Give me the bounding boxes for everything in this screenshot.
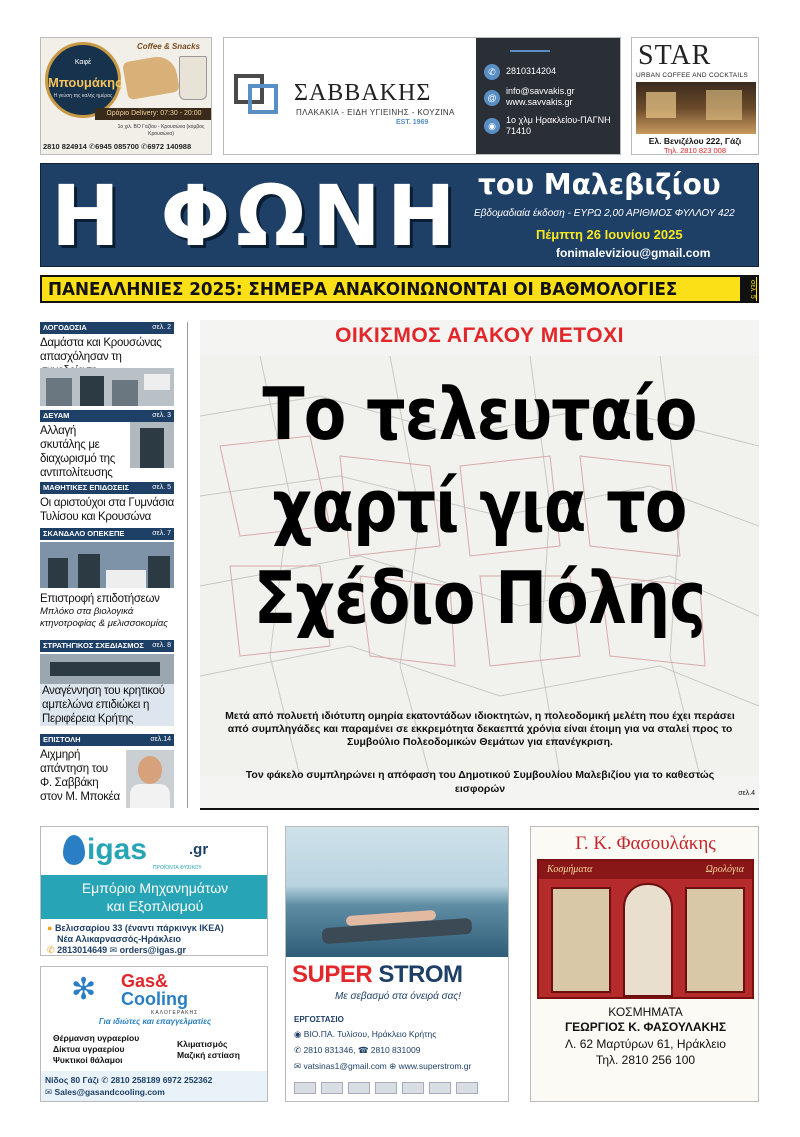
section-label: ΣΚΑΝΔΑΛΟ ΟΠΕΚΕΠΕ [43, 529, 125, 538]
savvakis-address-1: 1ο χλμ Ηρακλείου-ΠΑΓΝΗ [506, 115, 611, 125]
gas-service: Δίκτυα υγραερίου [53, 1044, 125, 1054]
location-pin-icon: ◉ [484, 118, 500, 134]
shop-sign: Κοσμήματα Ωρολόγια [539, 861, 752, 879]
story-kicker: ΟΙΚΙΣΜΟΣ ΑΓΑΚΟΥ ΜΕΤΟΧΙ [335, 324, 624, 347]
section-header [40, 640, 174, 652]
star-phone: Τηλ. 2810 823 008 [664, 146, 726, 155]
coffee-cup-image [179, 56, 207, 100]
section-page: σελ. 8 [152, 642, 171, 649]
ad-star-coffee[interactable] [631, 37, 759, 155]
savvakis-web[interactable]: www.savvakis.gr [506, 97, 573, 107]
section-label: ΔΕΥΑΜ [43, 411, 70, 420]
left-news-column [40, 322, 174, 808]
coffee-brand-small: Καφέ [74, 59, 92, 66]
ad-fasoulakis-jewelry[interactable] [530, 826, 759, 1102]
superstrom-label: ΕΡΓΟΣΤΑΣΙΟ [294, 1015, 344, 1024]
news-thumbnail [40, 542, 174, 588]
gas-name-2: Cooling [121, 989, 188, 1009]
section-header [40, 410, 174, 422]
superstrom-address: ◉ ΒΙΟ.ΠΑ. Τυλίσου, Ηράκλειο Κρήτης [294, 1029, 437, 1039]
igas-address-1: ● Βελισσαρίου 33 (έναντι πάρκινγκ ΙΚΕΑ) [47, 923, 224, 933]
igas-line-1: Εμπόριο Μηχανημάτων [81, 880, 229, 896]
banner-headline: ΠΑΝΕΛΛΗΝΙΕΣ 2025: ΣΗΜΕΡΑ ΑΝΑΚΟΙΝΩΝΟΝΤΑΙ ΟΙ ΒΑΘΜΟΛΟΓΙΕΣ [48, 279, 678, 300]
ad-coffee-snacks[interactable] [40, 37, 212, 155]
snowflake-flame-icon: ✻ [71, 973, 97, 1006]
section-page: σελ.14 [150, 736, 171, 743]
news-item-title[interactable]: Αλλαγή σκυτάλης με διαχωρισμό της αντιπολίτευσης [40, 425, 116, 479]
gas-slogan: Για ιδιώτες και επαγγελματίες [98, 1017, 212, 1026]
tuv-icon [348, 1082, 370, 1094]
headline-line: Σχέδιο Πόλης [253, 556, 706, 640]
igas-contact: ✆ 2813014649 ✉ orders@igas.gr [47, 945, 186, 955]
headline-line: χαρτί για το [272, 464, 687, 548]
section-page: σελ. 7 [152, 530, 171, 537]
section-header [40, 482, 174, 494]
section-header [40, 322, 174, 334]
certification-logos [294, 1081, 502, 1097]
news-item-title[interactable]: Αιχμηρή απάντηση του Φ. Σαββάκη στον Μ. Μποκέα [40, 749, 120, 803]
story-bottom-rule [200, 808, 759, 810]
story-deck: Τον φάκελο συμπληρώνει η απόφαση του Δημοτικού Συμβουλίου Μαλεβιζίου για το καθεστώς εισφορών [245, 769, 715, 795]
ad-superstrom[interactable] [285, 826, 509, 1102]
coffee-hours: Ωράριο Delivery: 07:30 - 20:00 [95, 108, 212, 120]
gas-service: Μαζική εστίαση [177, 1050, 240, 1060]
fasoulakis-line-2: ΓΕΩΡΓΙΟΣ Κ. ΦΑΣΟΥΛΑΚΗΣ [564, 1020, 727, 1034]
headline-banner[interactable] [40, 275, 759, 303]
masthead [40, 163, 759, 267]
cert-icon [429, 1082, 451, 1094]
edition-info: Εβδομαδιαία έκδοση - ΕΥΡΩ 2,00 ΑΡΙΘΜΟΣ ΦΥΛΛΟΥ 422 [474, 208, 735, 219]
news-item-title[interactable]: Οι αριστούχοι στα Γυμνάσια Τυλίσου και Κρουσώνα [40, 497, 174, 523]
coffee-category: Coffee & Snacks [137, 42, 200, 51]
shop-door [623, 883, 673, 997]
cert-icon [456, 1082, 478, 1094]
section-label: ΣΤΡΑΤΗΓΙΚΟΣ ΣΧΕΔΙΑΣΜΟΣ [43, 641, 144, 650]
news-item-title[interactable]: Επιστροφή επιδοτήσεων [40, 593, 160, 605]
news-item-title[interactable]: Αναγέννηση του κρητικού αμπελώνα επιδιώκει η Περιφέρεια Κρήτης [40, 684, 174, 726]
savvakis-tagline: ΠΛΑΚΑΚΙΑ - ΕΙΔΗ ΥΓΙΕΙΝΗΣ - ΚΟΥΖΙΝΑ [296, 108, 455, 117]
greek-flag-icon [294, 1082, 316, 1094]
igas-logo: igas [87, 833, 148, 866]
column-divider [187, 322, 188, 808]
coffee-address: 1ο χιλ. ΒΟ Γαζίου - Κρουσώνα (κόμβος Κρουσώνα) [117, 124, 205, 137]
fasoulakis-title: Γ. Κ. Φασουλάκης [575, 833, 716, 854]
superstrom-slogan: Με σεβασμό στα όνειρά σας! [334, 991, 462, 1002]
issue-date: Πέμπτη 26 Ιουνίου 2025 [536, 227, 683, 242]
gas-flame-icon [63, 835, 85, 865]
savvakis-est: EST. 1969 [396, 119, 429, 126]
savvakis-contact-panel [476, 38, 621, 155]
ad-gas-cooling[interactable] [40, 966, 268, 1102]
story-headline [239, 368, 720, 644]
star-address: Ελ. Βενιζέλου 222, Γάζι [648, 136, 742, 146]
shop-window [551, 887, 611, 993]
gas-name-1: Gas& [121, 971, 169, 991]
savvakis-phone[interactable]: 2810314204 [506, 66, 557, 76]
star-storefront-photo [636, 82, 756, 134]
section-header [40, 734, 174, 746]
cert-icon [402, 1082, 424, 1094]
gas-phones: Νίδος 80 Γάζι ✆ 2810 258189 6972 252362 [45, 1075, 213, 1085]
section-label: ΜΑΘΗΤΙΚΕΣ ΕΠΙΔΟΣΕΙΣ [43, 483, 129, 492]
section-page: σελ. 5 [152, 484, 171, 491]
coffee-brand-tag: Η γεύση της καλής ημέρας [53, 93, 113, 99]
gas-service: Κλιματισμός [177, 1039, 228, 1049]
fasoulakis-line-4: Τηλ. 2810 256 100 [595, 1053, 696, 1067]
news-thumbnail [40, 654, 174, 684]
story-lede: Μετά από πολυετή ιδιότυπη ομηρία εκατοντάδων ιδιοκτητών, η πολεοδομική μελέτη που έχει περάσει από συμπληγάδες και παραμένει σε εκκρεμότητα δεκαεπτά χρόνια είναι έτοιμη για να σταλεί προς το Συμβούλιο Πολεοδομικών Θεμάτων για επανέγκριση. [225, 710, 735, 748]
news-thumbnail [40, 368, 174, 406]
phone-icon: ✆ [484, 64, 500, 80]
news-item-subtitle: Μπλόκο στα βιολογικά κτηνοτροφίας & μελισσοκομίας [40, 606, 168, 629]
gas-owner: ΚΑΛΟΓΕΡΑΚΗΣ [151, 1010, 199, 1016]
star-name: STAR [638, 40, 712, 71]
news-thumbnail [130, 422, 174, 468]
newspaper-title: Η ΦΩΝΗ [51, 167, 462, 265]
coffee-brand: Μπουμάκης [48, 75, 122, 90]
cert-icon [321, 1082, 343, 1094]
author-photo [126, 750, 174, 808]
news-item-title[interactable]: Δαμάστα και Κρουσώνας απασχόλησαν τη [40, 337, 162, 363]
main-story[interactable] [200, 320, 759, 808]
savvakis-name: ΣΑΒΒΑΚΗΣ [294, 80, 432, 106]
section-page: σελ. 3 [152, 412, 171, 419]
savvakis-logo-square-icon [248, 84, 278, 114]
ad-savvakis[interactable] [223, 37, 621, 155]
newspaper-email[interactable]: fonimaleviziou@gmail.com [556, 246, 711, 260]
superstrom-web[interactable]: ✉ vatsinas1@gmail.com ⊕ www.superstrom.gr [294, 1061, 472, 1071]
gas-service: Ψυκτικοί θάλαμοι [53, 1055, 123, 1065]
phone-icon: ✆ [47, 945, 55, 955]
savvakis-address-2: 71410 [506, 126, 532, 136]
banner-page-ref: σελ. 5 [740, 277, 756, 301]
ad-igas[interactable] [40, 826, 268, 956]
divider [510, 50, 550, 52]
globe-icon: @ [484, 90, 500, 106]
star-subtitle: URBAN COFFEE AND COCKTAILS [636, 72, 749, 79]
section-header [40, 528, 174, 540]
section-label: ΛΟΓΟΔΟΣΙΑ [43, 323, 87, 332]
igas-logo-suffix: .gr [189, 841, 209, 858]
gas-service: Θέρμανση υγραερίου [53, 1033, 140, 1043]
superstrom-phones: ✆ 2810 831346, ☎ 2810 831009 [294, 1045, 421, 1055]
fasoulakis-line-1: ΚΟΣΜΗΜΑΤΑ [608, 1005, 683, 1019]
igas-logo-tag: ΠΡΟΪΟΝΤΑ ΦΥΣΙΚΟΥ [153, 865, 202, 871]
coffee-phones: 2810 824914 ✆6945 085700 ✆6972 140988 [43, 142, 192, 151]
shop-window [685, 887, 745, 993]
igas-line-2: και Εξοπλισμού [106, 898, 204, 914]
coffee-logo [45, 42, 121, 118]
story-page-ref: σελ.4 [738, 790, 755, 797]
gas-email[interactable]: ✉ Sales@gasandcooling.com [45, 1087, 165, 1097]
section-label: ΕΠΙΣΤΟΛΗ [43, 735, 81, 744]
shopfront-image [537, 859, 754, 999]
savvakis-email[interactable]: info@savvakis.gr [506, 86, 575, 96]
igas-banner [41, 875, 268, 919]
superstrom-brand: SUPER STROM [292, 961, 463, 988]
headline-line: Το τελευταίο [262, 372, 697, 456]
cert-icon [375, 1082, 397, 1094]
newspaper-subtitle: του Μαλεβιζίου [478, 168, 721, 201]
sandwich-image [122, 54, 180, 100]
igas-address-2: Νέα Αλικαρνασσός-Ηράκλειο [57, 934, 182, 944]
section-page: σελ. 2 [152, 324, 171, 331]
fasoulakis-line-3: Λ. 62 Μαρτύρων 61, Ηράκλειο [565, 1037, 726, 1051]
location-pin-icon: ● [47, 923, 53, 933]
